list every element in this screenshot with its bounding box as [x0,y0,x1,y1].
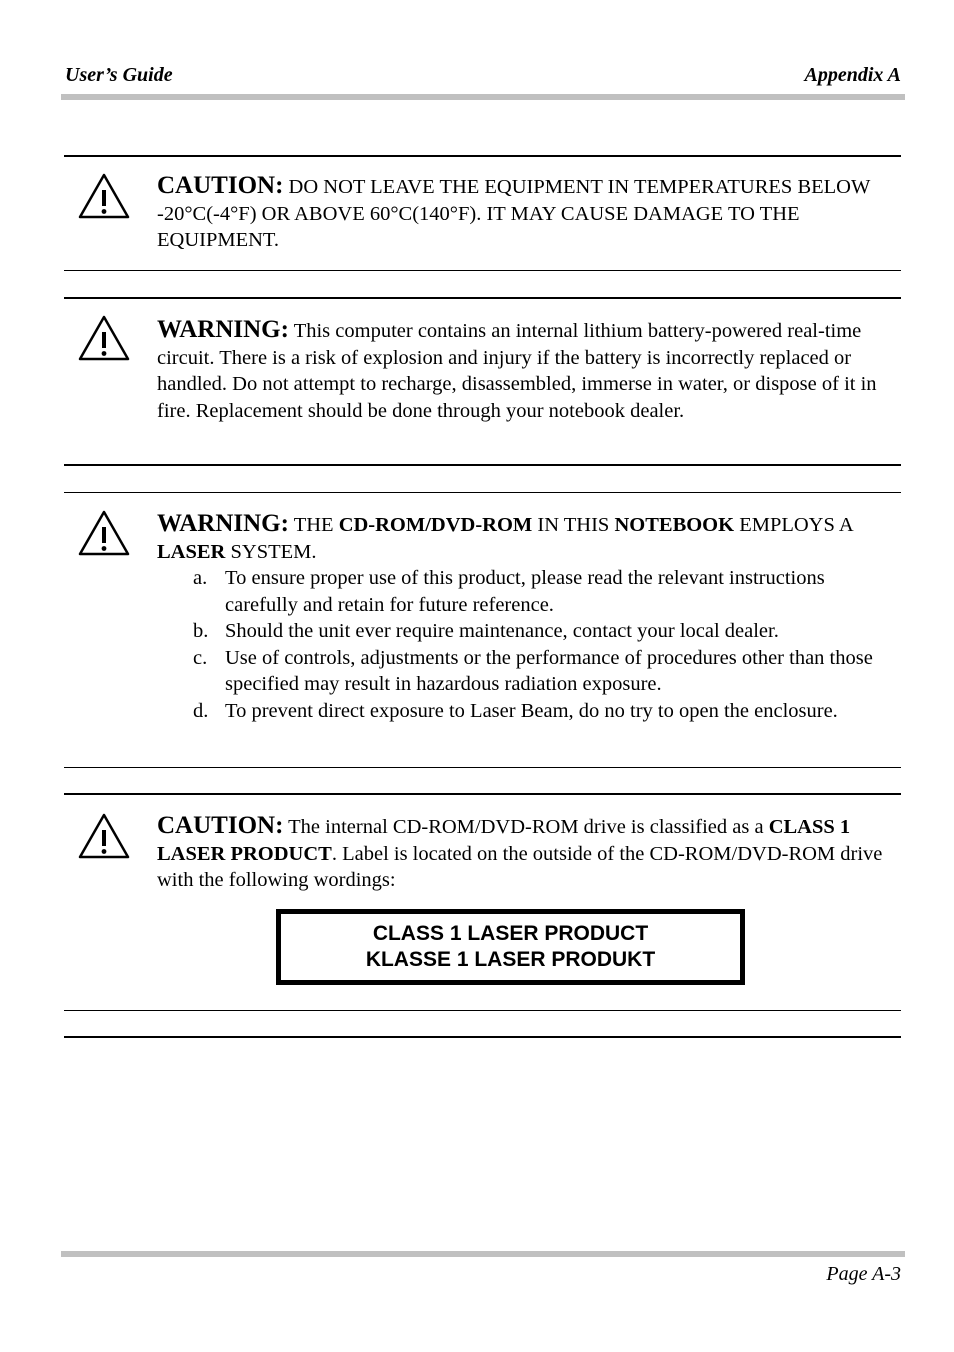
notice-emphasis: CLASS 1 LASER PRODUCT [157,816,851,865]
list-item-text: To prevent direct exposure to Laser Beam, do no try to open the enclosure. [225,699,838,722]
notice-1-bottom-rule [64,270,901,271]
list-item [157,565,887,618]
notice-2-bottom-rule [64,464,901,466]
notice-text: THE [288,514,339,536]
notice-3-bottom-rule [64,767,901,768]
notice-text: . Label is located on the outside of the CD-ROM/DVD-ROM drive with the following wordings: [157,842,883,891]
laser-instructions-list [157,565,887,724]
notice-text: IN THIS [532,514,615,536]
running-header-left: User’s Guide [65,64,173,86]
list-item-text: To ensure proper use of this product, please read the relevant instructions carefully and retain for future reference. [225,567,825,616]
list-item [157,645,887,698]
list-item-text: Should the unit ever require maintenance, contact your local dealer. [225,620,779,642]
list-item-text: Use of controls, adjustments or the performance of procedures other than those specified may result in hazardous radiation exposure. [225,646,873,695]
running-header-right: Appendix A [804,64,901,86]
notice-text: EMPLOYS A [734,514,853,536]
list-marker: a. [193,567,208,589]
warning-notice-laser [157,511,887,724]
caution-notice-laser-class [157,813,887,894]
list-marker: c. [193,646,208,669]
warning-notice-battery [157,317,887,424]
notice-4-top-rule [64,793,901,795]
notice-1-top-rule [64,155,901,157]
notice-emphasis: LASER [157,540,226,563]
notice-text: SYSTEM. [225,540,317,563]
warning-triangle-icon [77,172,131,220]
notice-emphasis: NOTEBOOK [614,514,735,536]
list-marker: d. [193,699,209,722]
notice-2-top-rule [64,297,901,299]
notice-text: DO NOT LEAVE THE EQUIPMENT IN TEMPERATURES BELOW -20°C(-4°F) OR ABOVE 60°C(140°F). IT MAY CAUSE DAMAGE TO THE EQUIPMENT. [157,176,870,251]
notice-keyword: WARNING: [157,510,289,537]
header-rule [61,94,905,100]
warning-triangle-icon [77,812,131,860]
list-item [157,618,887,645]
laser-product-label [276,909,745,985]
list-item [157,698,887,725]
notice-keyword: CAUTION: [157,172,284,199]
footer-rule [61,1251,905,1257]
page-number: Page A-3 [826,1263,901,1285]
notice-keyword: CAUTION: [157,812,284,839]
warning-triangle-icon [77,509,131,557]
notice-intro [157,511,887,565]
label-line: KLASSE 1 LASER PRODUKT [365,948,656,971]
notice-3-top-rule [64,492,901,493]
section-end-rule [64,1036,901,1038]
notice-text: This computer contains an internal lithium battery-powered real-time circuit. There is a risk of explosion and injury if the battery is incorrectly replaced or handled. Do not attempt to recharge, disassembled, immerse in water, or dispose of it in fire. Replacement should be done through your notebook dealer. [157,320,877,422]
notice-text: The internal CD-ROM/DVD-ROM drive is classified as a [283,816,769,838]
label-line: CLASS 1 LASER PRODUCT [372,922,649,945]
notice-keyword: WARNING: [157,316,289,343]
notice-4-bottom-rule [64,1010,901,1011]
notice-emphasis: CD-ROM/DVD-ROM [338,514,533,536]
warning-triangle-icon [77,314,131,362]
list-marker: b. [193,620,209,642]
caution-notice-temperature [157,173,887,254]
